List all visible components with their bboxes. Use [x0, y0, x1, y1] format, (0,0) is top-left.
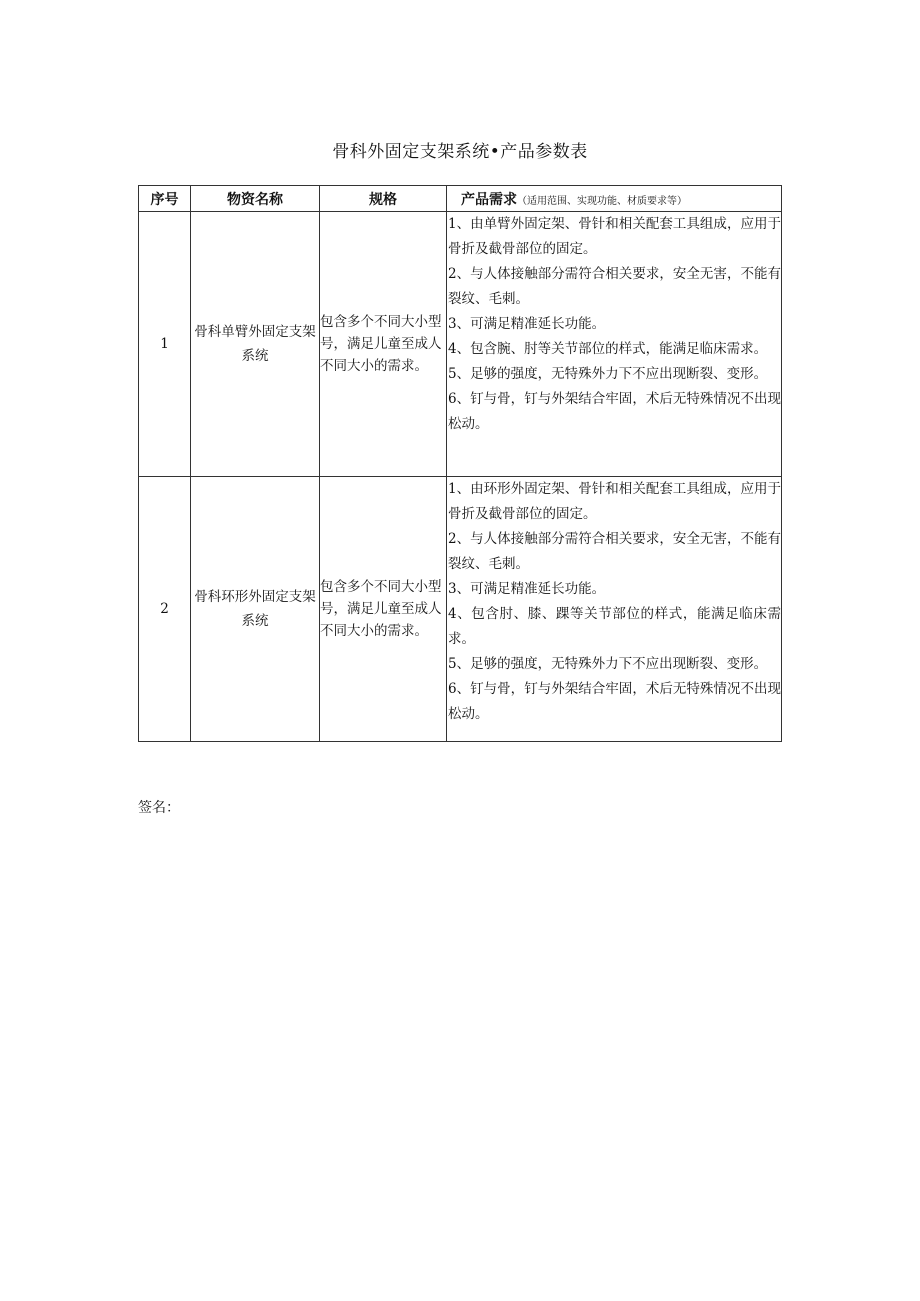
header-seq: 序号	[139, 186, 191, 212]
requirement-line: 1、由单臂外固定架、骨针和相关配套工具组成，应用于骨折及截骨部位的固定。	[448, 216, 781, 257]
requirement-line: 2、与人体接触部分需符合相关要求，安全无害，不能有裂纹、毛刺。	[448, 266, 781, 307]
row-requirements	[447, 477, 782, 742]
table-row	[139, 212, 782, 477]
requirement-line: 3、可满足精准延长功能。	[448, 316, 606, 332]
row-seq: 2	[139, 477, 191, 742]
row-spec: 包含多个不同大小型号，满足儿童至成人不同大小的需求。	[320, 477, 447, 742]
row-requirements	[447, 212, 782, 477]
product-parameter-table	[138, 185, 782, 742]
requirement-line: 3、可满足精准延长功能。	[448, 581, 606, 597]
document-title: 骨科外固定支架系统•产品参数表	[332, 142, 588, 162]
header-requirements	[447, 186, 782, 212]
requirement-line: 5、足够的强度，无特殊外力下不应出现断裂、变形。	[448, 656, 768, 672]
header-spec: 规格	[320, 186, 447, 212]
requirement-line: 1、由环形外固定架、骨针和相关配套工具组成，应用于骨折及截骨部位的固定。	[448, 481, 781, 522]
requirement-line: 4、包含肘、膝、踝等关节部位的样式，能满足临床需求。	[448, 606, 781, 647]
row-item-name: 骨科单臂外固定支架系统	[191, 212, 320, 477]
requirement-line: 2、与人体接触部分需符合相关要求，安全无害，不能有裂纹、毛刺。	[448, 531, 781, 572]
requirement-line: 4、包含腕、肘等关节部位的样式，能满足临床需求。	[448, 341, 768, 357]
header-name: 物资名称	[191, 186, 320, 212]
header-requirements-note: （适用范围、实现功能、材质要求等）	[517, 195, 687, 207]
requirement-line: 6、钉与骨，钉与外架结合牢固，术后无特殊情况不出现松动。	[448, 391, 781, 432]
row-item-name: 骨科环形外固定支架系统	[191, 477, 320, 742]
requirement-line: 6、钉与骨，钉与外架结合牢固，术后无特殊情况不出现松动。	[448, 681, 781, 722]
header-requirements-label: 产品需求	[461, 191, 517, 208]
table-header-row	[139, 186, 782, 212]
row-seq: 1	[139, 212, 191, 477]
row-spec: 包含多个不同大小型号，满足儿童至成人不同大小的需求。	[320, 212, 447, 477]
table-row	[139, 477, 782, 742]
signature-label: 签名：	[138, 800, 180, 816]
requirement-line: 5、足够的强度，无特殊外力下不应出现断裂、变形。	[448, 366, 768, 382]
